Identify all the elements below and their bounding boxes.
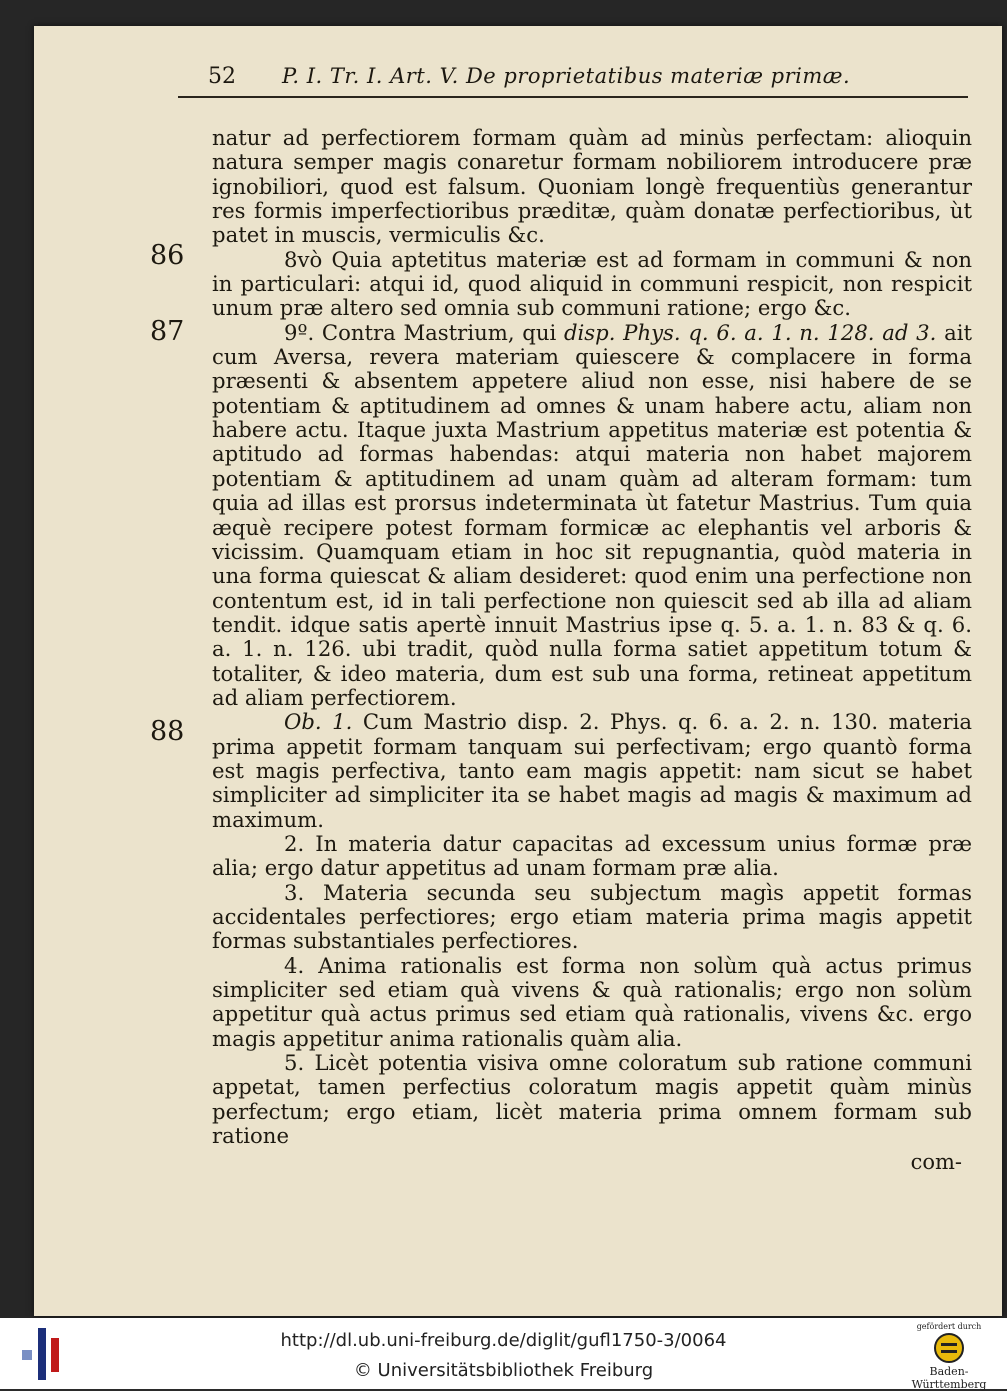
objection-label: Ob. 1.: [284, 709, 363, 735]
paragraph: 2. In materia datur capacitas ad excessum unius formæ præ alia; ergo datur appetitus ad unam formam præ alia.: [212, 830, 972, 881]
paragraph-body: Cum Mastrio disp. 2. Phys. q. 6. a. 2. n. 130. materia prima appetit formam tanquam sui perfectivam; ergo quantò forma est magis perfectiva, tanto eam magis appetit: nam sicut se habet simpliciter ad simpliciter ita se habet magis ad magis & maximum ad maximum.: [212, 709, 972, 832]
sponsor-line: gefördert durch: [916, 1322, 982, 1331]
sponsor-badge: [899, 1322, 999, 1391]
page-number: 52: [208, 64, 236, 89]
page-header: [178, 60, 968, 98]
margin-number-87: 87: [150, 316, 185, 347]
margin-number-86: 86: [150, 240, 185, 271]
permalink[interactable]: http://dl.ub.uni-freiburg.de/diglit/gufl1750-3/0064: [280, 1330, 727, 1351]
body-text: [212, 126, 972, 1148]
running-head: P. I. Tr. I. Art. V. De proprietatibus materiæ primæ.: [282, 64, 851, 88]
paragraph: 8vò Quia aptetitus materiæ est ad formam in communi & non in particulari: atqui id, quod aliquid in communi respicit, non respicit unum præ altero sed omnia sub communi ratione; ergo &c.: [212, 246, 972, 321]
viewer-footer: [0, 1318, 1007, 1389]
paragraph: 5. Licèt potentia visiva omne coloratum sub ratione communi appetat, tamen perfectius coloratum magis appetit quàm minùs perfectum; ergo etiam, licèt materia prima omnem formam sub ratione: [212, 1050, 972, 1149]
citation: disp. Phys. q. 6. a. 1. n. 128. ad 3.: [563, 319, 937, 345]
state-crest-icon: [934, 1333, 964, 1363]
paragraph: [212, 710, 972, 832]
paragraph: [212, 321, 972, 711]
paragraph: 3. Materia secunda seu subjectum magìs appetit formas accidentales perfectiores; ergo etiam materia prima magis appetit formas substantiales perfectiores.: [212, 879, 972, 954]
margin-number-88: 88: [150, 716, 185, 747]
paragraph: natur ad perfectiorem formam quàm ad minùs perfectam: alioquin natura semper magis conaretur formam nobiliorem introducere præ ignobiliori, quod est falsum. Quoniam longè frequentiùs generantur res formis imperfectioribus præditæ, quàm donatæ perfectioribus, ùt patet in muscis, vermiculis &c.: [212, 125, 972, 248]
copyright-notice: © Universitätsbibliothek Freiburg: [353, 1360, 654, 1381]
sponsor-state: Baden-Württemberg: [911, 1365, 987, 1391]
paragraph: 4. Anima rationalis est forma non solùm quà actus primus simpliciter sed etiam quà vivens & quà rationalis; ergo non solùm appetitur quà actus primus sed etiam quà rationalis, vivens &c. ergo magis appetitur anima rationalis quàm alia.: [212, 952, 972, 1051]
catchword: com-: [910, 1150, 962, 1174]
paragraph-body: ait cum Aversa, revera materiam quiescere & complacere in forma præsenti & absentem appetere aliud non esse, nisi habere de se potentiam & aptitudinem ad omnes & unam habere actu, aliam non habere actu. Itaque juxta Mastrium appetitus materiæ est potentia & aptitudo ad formas habendas: atqui materia non habet majorem potentiam & aptitudinem ad unam quàm ad alteram formam: tum quia ad illas est prorsus indeterminata ùt fatetur Mastrius. Tum quia æquè recipere potest formam formicæ ac elephantis vel arboris & vicissim. Quamquam etiam in hoc sit repugnantia, quòd materia in una forma quiescat & aliam desideret: quod enim una perfectione non contentum est, id in tali perfectione non quiescit sed ab illa ad aliam tendit. idque satis apertè innuit Mastrius ipse q. 5. a. 1. n. 83 & q. 6. a. 1. n. 126. ubi tradit, quòd nulla forma satiet appetitum totum & totaliter, & ideo materia, dum est sub una forma, retineat appetitum ad aliam perfectiorem.: [212, 319, 972, 710]
paragraph-lead: 9º. Contra Mastrium, qui: [284, 319, 564, 345]
logo-square-icon: [22, 1350, 32, 1360]
